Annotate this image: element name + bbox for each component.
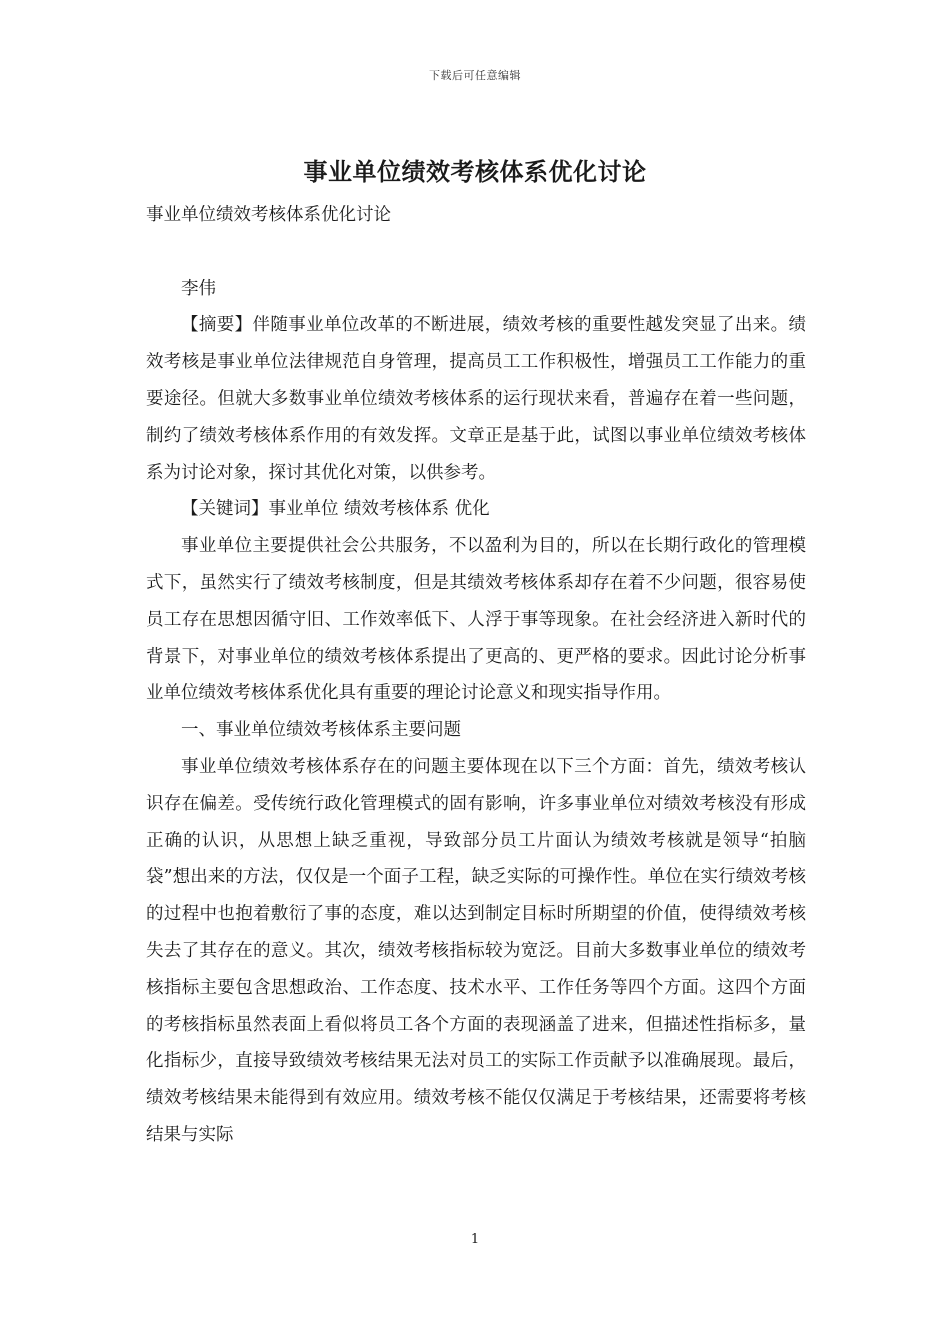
abstract-paragraph: 【摘要】伴随事业单位改革的不断进展，绩效考核的重要性越发突显了出来。绩效考核是事业单位法律规范自身管理，提高员工工作积极性，增强员工工作能力的重要途径。但就大多数事业单位绩效考核体系的运行现状来看，普遍存在着一些问题，制约了绩效考核体系作用的有效发挥。文章正是基于此，试图以事业单位绩效考核体系为讨论对象，探讨其优化对策，以供参考。 bbox=[146, 315, 806, 483]
intro-paragraph: 事业单位主要提供社会公共服务，不以盈利为目的，所以在长期行政化的管理模式下，虽然实行了绩效考核制度，但是其绩效考核体系却存在着不少问题，很容易使员工存在思想因循守旧、工作效率低下、人浮于事等现象。在社会经济进入新时代的背景下，对事业单位的绩效考核体系提出了更高的、更严格的要求。因此讨论分析事业单位绩效考核体系优化具有重要的理论讨论意义和现实指导作用。 bbox=[146, 536, 806, 704]
page-number: 1 bbox=[470, 1232, 480, 1247]
keywords-line: 【关键词】事业单位 绩效考核体系 优化 bbox=[181, 499, 490, 520]
header-note: 下载后可任意编辑 bbox=[429, 69, 521, 82]
section-heading: 一、事业单位绩效考核体系主要问题 bbox=[181, 720, 461, 741]
author-name: 李伟 bbox=[181, 278, 216, 299]
blank-line bbox=[146, 234, 806, 271]
section-paragraph: 事业单位绩效考核体系存在的问题主要体现在以下三个方面：首先，绩效考核认识存在偏差。受传统行政化管理模式的固有影响，许多事业单位对绩效考核没有形成正确的认识，从思想上缺乏重视，导致部分员工片面认为绩效考核就是领导“拍脑袋”想出来的方法，仅仅是一个面子工程，缺乏实际的可操作性。单位在实行绩效考核的过程中也抱着敷衍了事的态度，难以达到制定目标时所期望的价值，使得绩效考核失去了其存在的意义。其次，绩效考核指标较为宽泛。目前大多数事业单位的绩效考核指标主要包含思想政治、工作态度、技术水平、工作任务等四个方面。这四个方面的考核指标虽然表面上看似将员工各个方面的表现涵盖了进来，但描述性指标多，量化指标少，直接导致绩效考核结果无法对员工的实际工作贡献予以准确展现。最后，绩效考核结果未能得到有效应用。绩效考核不能仅仅满足于考核结果，还需要将考核结果与实际 bbox=[146, 756, 806, 1145]
document-body bbox=[146, 197, 806, 1154]
document-title: 事业单位绩效考核体系优化讨论 bbox=[303, 157, 647, 186]
document-subtitle: 事业单位绩效考核体系优化讨论 bbox=[146, 205, 391, 225]
